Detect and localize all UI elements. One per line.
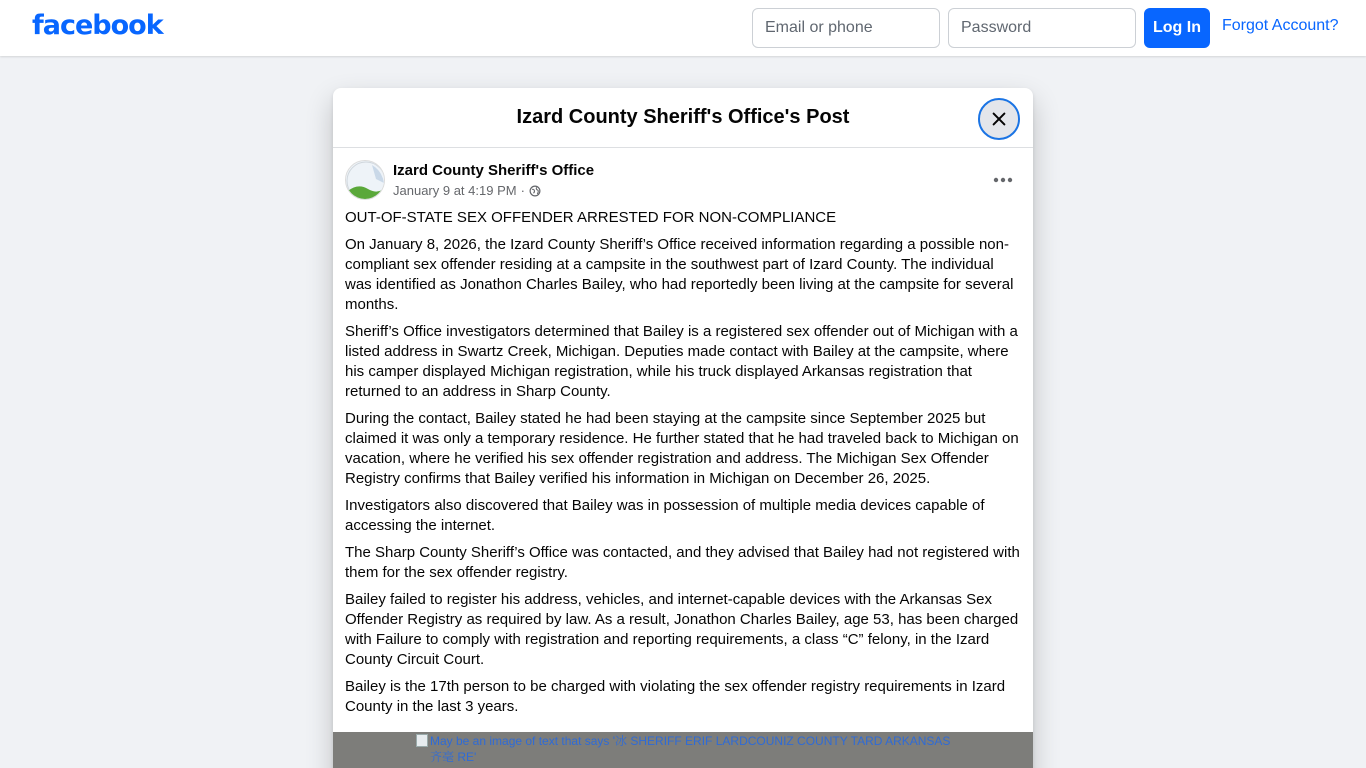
password-input[interactable]	[948, 8, 1136, 48]
post-paragraph: On January 8, 2026, the Izard County Sheriff’s Office received information regarding a possible non-compliant sex offender residing at a campsite in the southwest part of Izard County. The individual was identified as Jonathon Charles Bailey, who had reportedly been living at the campsite for several months.	[345, 236, 1014, 313]
post-timestamp[interactable]: January 9 at 4:19 PM	[393, 183, 517, 198]
more-options-icon	[993, 177, 1013, 183]
post-paragraph: Investigators also discovered that Bailey was in possession of multiple media devices capable of accessing the internet.	[345, 497, 985, 534]
post-paragraph: The Sharp County Sheriff’s Office was contacted, and they advised that Bailey had not registered with them for the sex offender registry.	[345, 544, 1020, 581]
post-paragraph: OUT-OF-STATE SEX OFFENDER ARRESTED FOR NON-COMPLIANCE	[345, 209, 837, 226]
post-paragraph: Bailey is the 17th person to be charged with violating the sex offender registry requirements in Izard County in the last 3 years.	[345, 678, 1006, 715]
post-paragraph: During the contact, Bailey stated he had been staying at the campsite since September 2025 but claimed it was only a temporary residence. He further stated that he had traveled back to Michigan on vacation, where he verified his sex offender registration and address. The Michigan Sex Offender Registry confirms that Bailey verified his information in Michigan on December 26, 2025.	[345, 410, 1019, 487]
close-button[interactable]	[978, 98, 1020, 140]
forgot-account-link[interactable]: Forgot Account?	[1222, 17, 1339, 34]
close-icon	[990, 110, 1008, 128]
post-paragraph: Sheriff’s Office investigators determined that Bailey is a registered sex offender out of Michigan with a listed address in Swartz Creek, Michigan. Deputies made contact with Bailey at the campsite, where his camper displayed Michigan registration, while his truck displayed Arkansas registration that returned to an address in Sharp County.	[345, 323, 1018, 400]
more-options-button[interactable]	[989, 166, 1017, 194]
top-bar	[0, 0, 1366, 56]
post-text	[345, 208, 1023, 724]
facebook-logo[interactable]: facebook	[32, 10, 163, 41]
post-paragraph: Bailey failed to register his address, vehicles, and internet-capable devices with the Arkansas Sex Offender Registry as required by law. As a result, Jonathon Charles Bailey, age 53, has been charged with Failure to comply with registration and reporting requirements, a class “C” felony, in the Izard County Circuit Court.	[345, 591, 1019, 668]
image-alt-text	[416, 733, 956, 765]
post-image[interactable]	[333, 732, 1033, 768]
email-input[interactable]	[752, 8, 940, 48]
post-author[interactable]: Izard County Sheriff's Office	[393, 162, 595, 179]
login-button[interactable]: Log In	[1144, 8, 1210, 48]
page-avatar[interactable]	[345, 160, 385, 200]
meta-separator: ·	[520, 183, 525, 198]
post-dialog	[333, 88, 1033, 768]
image-alt-label: May be an image of text that says '冰 SHERIFF ERIF LARDCOUNIZ COUNTY TARD ARKANSAS 齐毫 RE'	[430, 734, 951, 764]
post-meta	[393, 183, 541, 198]
dialog-header	[333, 88, 1033, 148]
globe-icon	[529, 185, 541, 197]
dialog-title: Izard County Sheriff's Office's Post	[516, 106, 850, 128]
broken-image-icon	[416, 734, 428, 747]
